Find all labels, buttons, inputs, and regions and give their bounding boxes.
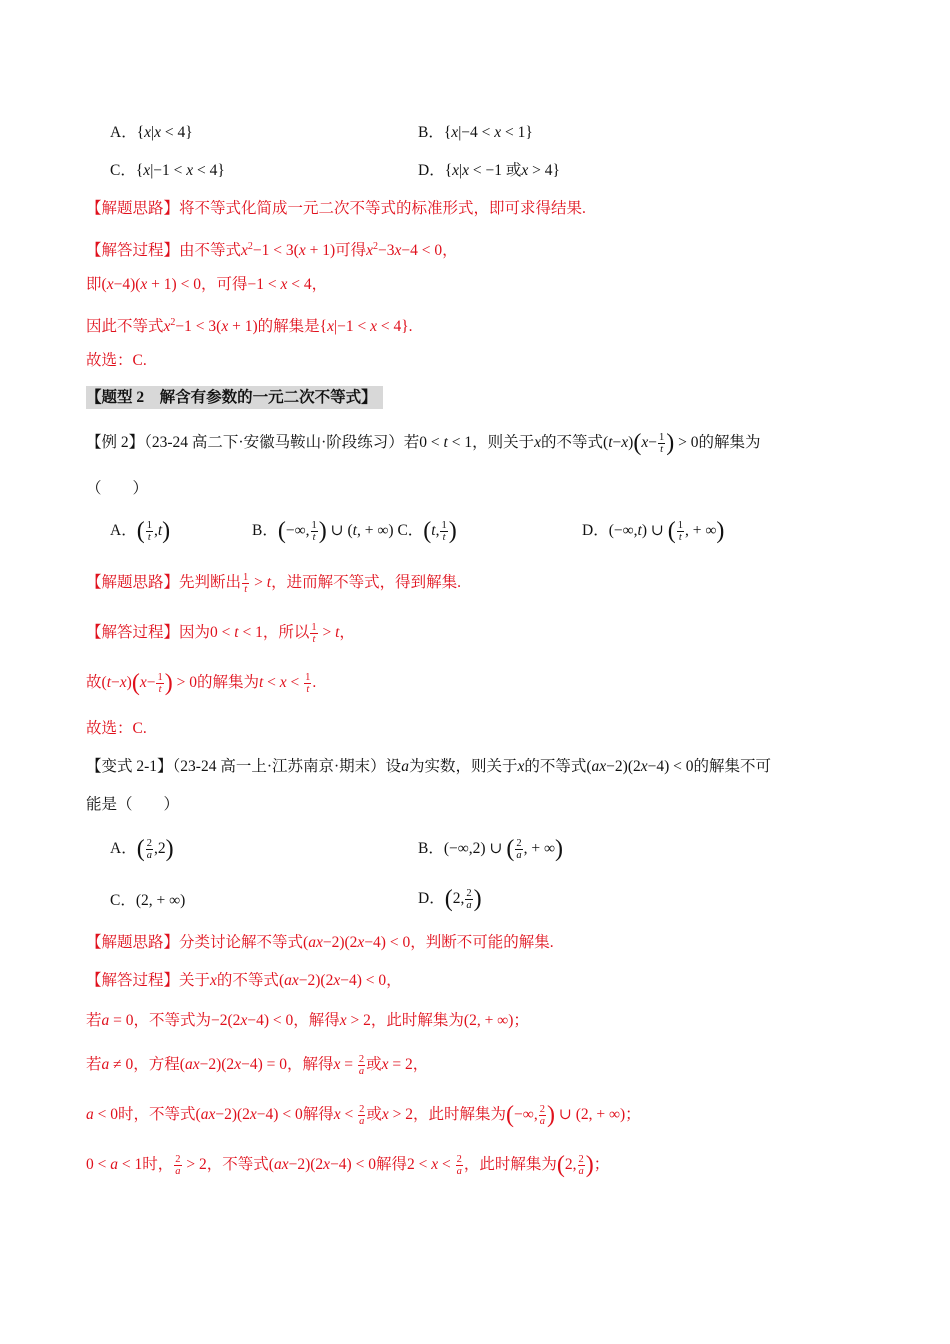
solution-process: 【解答过程】关于x的不等式(ax−2)(2x−4) < 0， bbox=[86, 972, 402, 989]
option-d: D．(2, $\frac{2}{a}$ ) bbox=[418, 886, 482, 913]
case-a-zero: 若a = 0，不等式为−2(2x−4) < 0，解得x > 2，此时解集为(2, + ∞)； bbox=[86, 1012, 529, 1029]
solution-idea: 【解题思路】将不等式化简成一元二次不等式的标准形式，即可求得结果. bbox=[86, 200, 586, 217]
case-a-between: 0 < a < 1时， $\frac{2}{a}$ > 2，不等式(ax−2)(2x−4) < 0解得2 < x < $\frac{2}{a}$ ，此时解集为(2, $\frac{2}{a}$ )； bbox=[86, 1152, 610, 1179]
answer: 故选：C. bbox=[86, 720, 147, 737]
solution-conclusion: 因此不等式$x^2-1 < 3(x + 1)$的解集是{x|−1 < x < 4}. bbox=[86, 317, 413, 335]
option-a: A．( $\frac{1}{t}$ ,t) bbox=[110, 518, 171, 545]
option-d: D．(−∞,t) ∪ ( $\frac{1}{t}$ , + ∞) bbox=[582, 518, 725, 545]
solution-idea: 【解题思路】先判断出 $\frac{1}{t}$ > t，进而解不等式，得到解集. bbox=[86, 572, 461, 595]
section-title: 【题型 2 解含有参数的一元二次不等式】 bbox=[86, 386, 383, 409]
option-d: D．{x|x < −1 或x > 4} bbox=[418, 162, 560, 179]
example-paren: （ ） bbox=[86, 480, 149, 497]
variation-stem-cont: 能是（ ） bbox=[86, 796, 180, 813]
case-a-negative: a < 0时，不等式(ax−2)(2x−4) < 0解得x < $\frac{2}{a}$ 或x > 2，此时解集为(−∞, $\frac{2}{a}$ ) ∪ (2, + ∞)； bbox=[86, 1102, 641, 1129]
example-stem: 【例 2】（23-24 高二下·安徽马鞍山·阶段练习）若0 < t < 1，则关于x的不等式(t−x)(x− $\frac{1}{t}$ ) > 0的解集为 bbox=[86, 430, 761, 457]
solution-conclusion: 故(t−x)(x− $\frac{1}{t}$ ) > 0的解集为t < x < $\frac{1}{t}$ . bbox=[86, 670, 317, 697]
option-b: B．{x|−4 < x < 1} bbox=[418, 124, 533, 141]
solution-process: 【解答过程】因为0 < t < 1，所以 $\frac{1}{t}$ > t， bbox=[86, 622, 355, 645]
case-a-nonzero: 若a ≠ 0，方程(ax−2)(2x−4) = 0，解得x = $\frac{2}{a}$ 或x = 2， bbox=[86, 1054, 429, 1077]
option-c: C．{x|−1 < x < 4} bbox=[110, 162, 225, 179]
solution-idea: 【解题思路】分类讨论解不等式(ax−2)(2x−4) < 0，判断不可能的解集. bbox=[86, 934, 554, 951]
option-a: A．{x|x < 4} bbox=[110, 124, 193, 141]
option-c: C．(2, + ∞) bbox=[110, 892, 186, 909]
solution-process: 【解答过程】由不等式$x^2-1 < 3(x + 1)$可得$x^2-3x-4 < 0$， bbox=[86, 241, 458, 259]
option-b: B．(−∞,2) ∪ ( $\frac{2}{a}$ , + ∞) bbox=[418, 836, 563, 863]
answer: 故选：C. bbox=[86, 352, 147, 369]
option-b: B．(−∞, $\frac{1}{t}$ ) ∪ (t, + ∞) C．(t, $\frac{1}{t}$ ) bbox=[252, 518, 457, 545]
solution-step: 即(x−4)(x + 1) < 0，可得−1 < x < 4， bbox=[86, 276, 328, 293]
variation-stem: 【变式 2-1】（23-24 高一上·江苏南京·期末）设a为实数，则关于x的不等式(ax−2)(2x−4) < 0的解集不可 bbox=[86, 758, 772, 775]
option-a: A．( $\frac{2}{a}$ ,2) bbox=[110, 836, 174, 863]
